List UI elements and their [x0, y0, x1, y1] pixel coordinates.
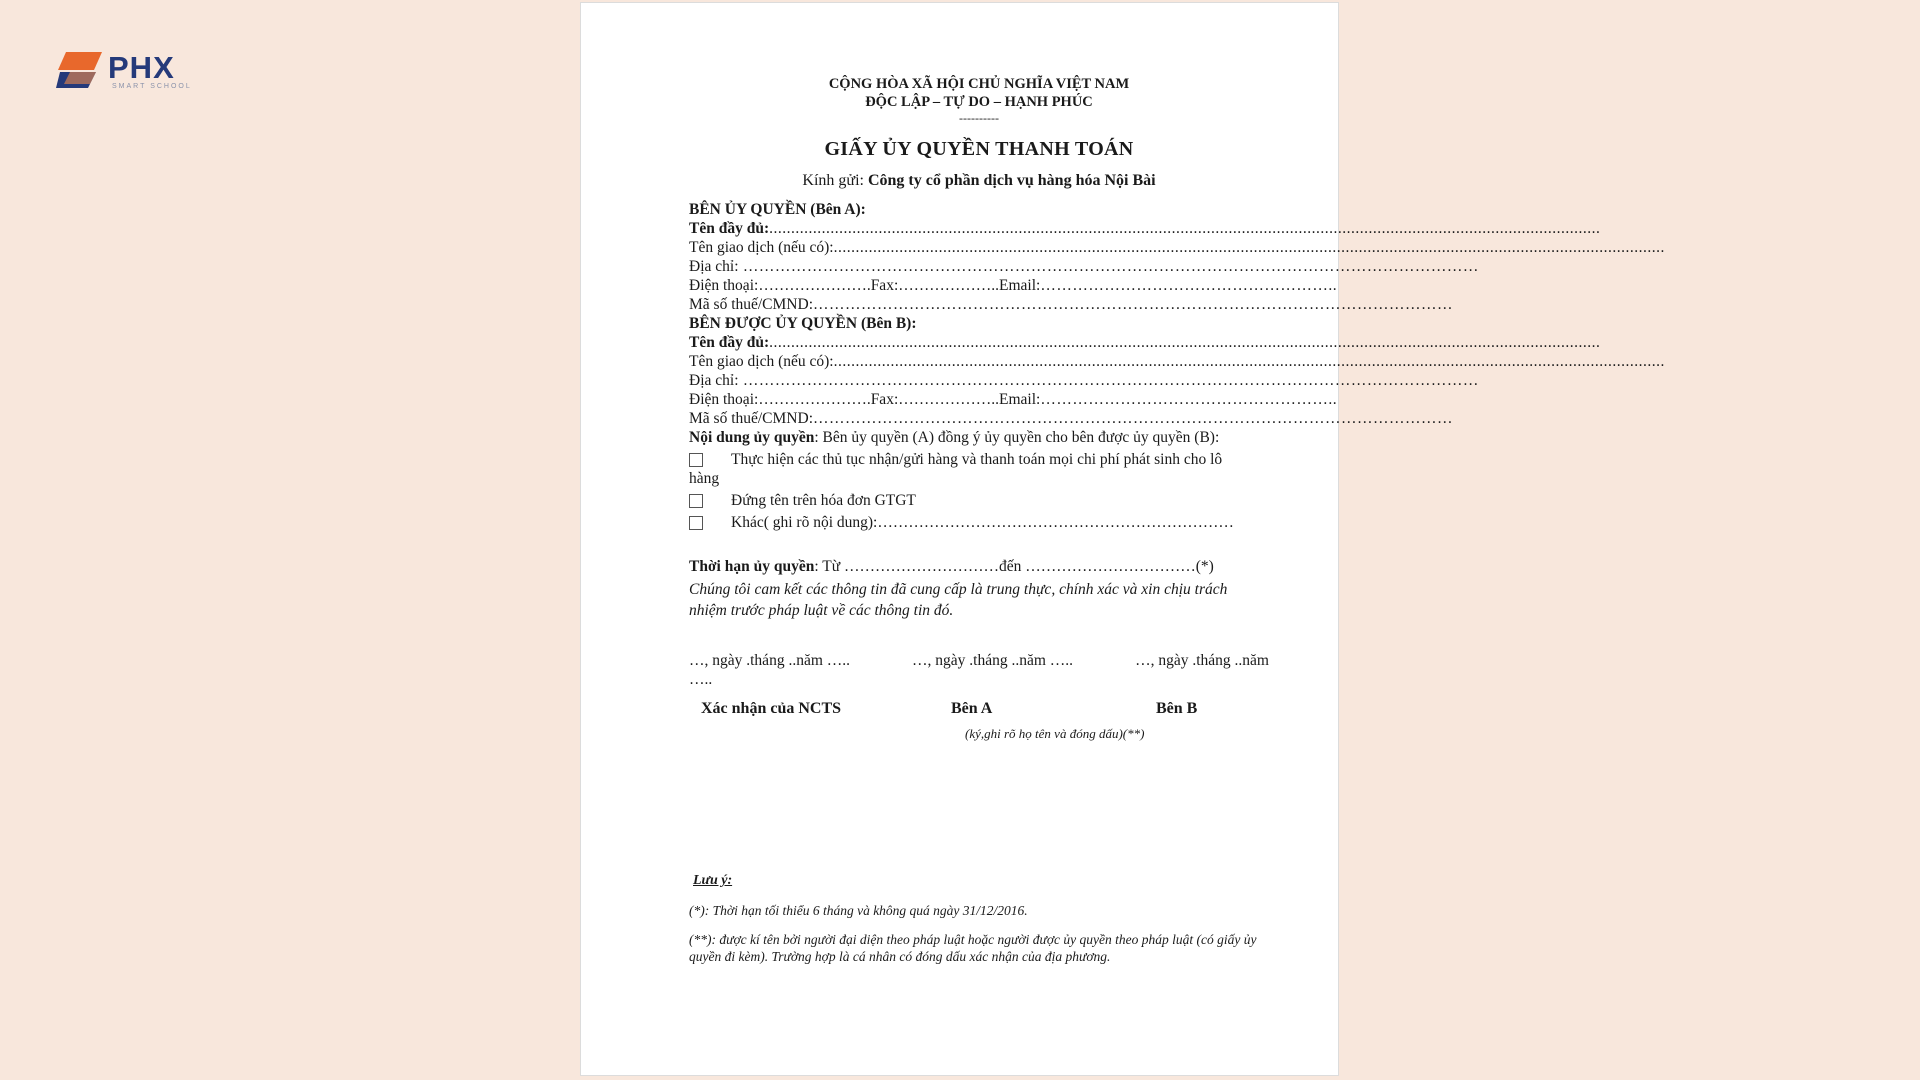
party-b-contact-field[interactable]: Điện thoại: …………………. Fax: ……………….. Email: ………………………………………………..: [689, 391, 1338, 408]
sign-party-b: Bên B: [1156, 700, 1198, 717]
document-page: [580, 2, 1665, 1076]
sign-party-a: Bên A: [951, 700, 993, 717]
field-label: Tên giao dịch (nếu có):: [689, 353, 834, 370]
document-content: [689, 75, 1665, 965]
motto-heading: ĐỘC LẬP – TỰ DO – HẠNH PHÚC: [865, 94, 1093, 110]
checkbox[interactable]: [689, 453, 703, 467]
note-1: (*): Thời hạn tối thiểu 6 tháng và không quá ngày 31/12/2016.: [689, 903, 1028, 918]
option-receive-pay[interactable]: [689, 450, 1269, 469]
content-text: : Bên ủy quyền (A) đồng ý ủy quyền cho bên được ủy quyền (B):: [814, 429, 1220, 446]
commitment-text: Chúng tôi cam kết các thông tin đã cung cấp là trung thực, chính xác và xin chịu trách nhiệm trước pháp luật về các thông tin đó.: [689, 581, 1228, 619]
field-label: Fax:: [870, 277, 899, 294]
logo-mark-icon: [56, 50, 106, 90]
separator: ----------: [959, 111, 999, 125]
field-label: Email:: [999, 277, 1041, 294]
option-wrap-text: hàng: [689, 470, 720, 487]
party-b-tax-field[interactable]: Mã số thuế/CMND: …………………………………………………………………………………………………………: [689, 410, 1453, 427]
party-a-trade-name-field[interactable]: Tên giao dịch (nếu có): ..............................................................................................................................................................................................: [689, 239, 1665, 256]
field-label: Điện thoại:: [689, 391, 759, 408]
content-line: [689, 428, 1269, 447]
field-label: Tên đầy đủ:: [689, 334, 770, 351]
logo-tagline: SMART SCHOOL: [112, 83, 192, 90]
party-b-full-name-field[interactable]: Tên đầy đủ: ..............................................................................................................................................................................................: [689, 334, 1601, 351]
field-label: Tên đầy đủ:: [689, 220, 770, 237]
field-label: Mã số thuế/CMND:: [689, 296, 813, 313]
date-ncts: …, ngày .tháng ..năm …..: [689, 652, 851, 669]
logo-brand: PHX: [108, 50, 175, 85]
recipient-line: [689, 171, 1269, 190]
field-label: Tên giao dịch (nếu có):: [689, 239, 834, 256]
note-title: Lưu ý:: [693, 873, 733, 888]
field-label: Điện thoại:: [689, 277, 759, 294]
option-other[interactable]: [689, 513, 1269, 532]
recipient-label: Kính gửi:: [802, 172, 864, 189]
document-title: GIẤY ỦY QUYỀN THANH TOÁN: [824, 138, 1134, 160]
note-2: (**): được kí tên bởi người đại diện theo pháp luật hoặc người được ủy quyền theo pháp luật (có giấy ủy quyền đi kèm). Trường hợp là cá nhân có đóng dấu xác nhận của địa phương.: [689, 932, 1257, 964]
field-label: Email:: [999, 391, 1041, 408]
field-label: Địa chỉ:: [689, 258, 739, 275]
party-b-address-field[interactable]: Địa chỉ: …………………………………………………………………………………………………………………………: [689, 372, 1479, 389]
sign-ncts: Xác nhận của NCTS: [701, 700, 842, 717]
signature-row: [689, 699, 1269, 718]
party-a-heading: BÊN ỦY QUYỀN (Bên A):: [689, 201, 866, 218]
term-text: : Từ …………………………đến ……………………………(*): [814, 558, 1214, 575]
field-label: Fax:: [870, 391, 899, 408]
option-label: Đứng tên trên hóa đơn GTGT: [731, 492, 916, 509]
phx-logo: [56, 50, 206, 94]
term-line: [689, 557, 1269, 576]
party-b-trade-name-field[interactable]: Tên giao dịch (nếu có): ..............................................................................................................................................................................................: [689, 353, 1665, 370]
content-label: Nội dung ủy quyền: [689, 429, 815, 446]
party-a-address-field[interactable]: Địa chỉ: …………………………………………………………………………………………………………………………: [689, 258, 1479, 275]
party-b-heading: BÊN ĐƯỢC ỦY QUYỀN (Bên B):: [689, 315, 917, 332]
party-a-full-name-field[interactable]: Tên đầy đủ: ..............................................................................................................................................................................................: [689, 220, 1601, 237]
option-label: Thực hiện các thủ tục nhận/gửi hàng và thanh toán mọi chi phí phát sinh cho lô: [731, 451, 1223, 468]
date-row: [689, 651, 1269, 670]
checkbox[interactable]: [689, 516, 703, 530]
nation-heading: CỘNG HÒA XÃ HỘI CHỦ NGHĨA VIỆT NAM: [828, 76, 1130, 92]
field-label: Mã số thuế/CMND:: [689, 410, 813, 427]
term-label: Thời hạn ủy quyền: [689, 558, 815, 575]
sign-note: (ký,ghi rõ họ tên và đóng dấu)(**): [965, 726, 1145, 741]
field-label: Địa chỉ:: [689, 372, 739, 389]
party-a-contact-field[interactable]: Điện thoại: …………………. Fax: ……………….. Email: ………………………………………………..: [689, 277, 1338, 294]
recipient-name: Công ty cổ phần dịch vụ hàng hóa Nội Bài: [867, 172, 1156, 189]
date-party-b: …, ngày .tháng ..năm: [1135, 652, 1269, 669]
date-party-a: …, ngày .tháng ..năm …..: [912, 652, 1074, 669]
party-a-tax-field[interactable]: Mã số thuế/CMND: …………………………………………………………………………………………………………: [689, 296, 1453, 313]
date-wrap: …..: [689, 671, 713, 688]
option-label: Khác( ghi rõ nội dung):……………………………………………………………: [731, 514, 1234, 531]
checkbox[interactable]: [689, 494, 703, 508]
option-invoice-name[interactable]: [689, 491, 1269, 510]
